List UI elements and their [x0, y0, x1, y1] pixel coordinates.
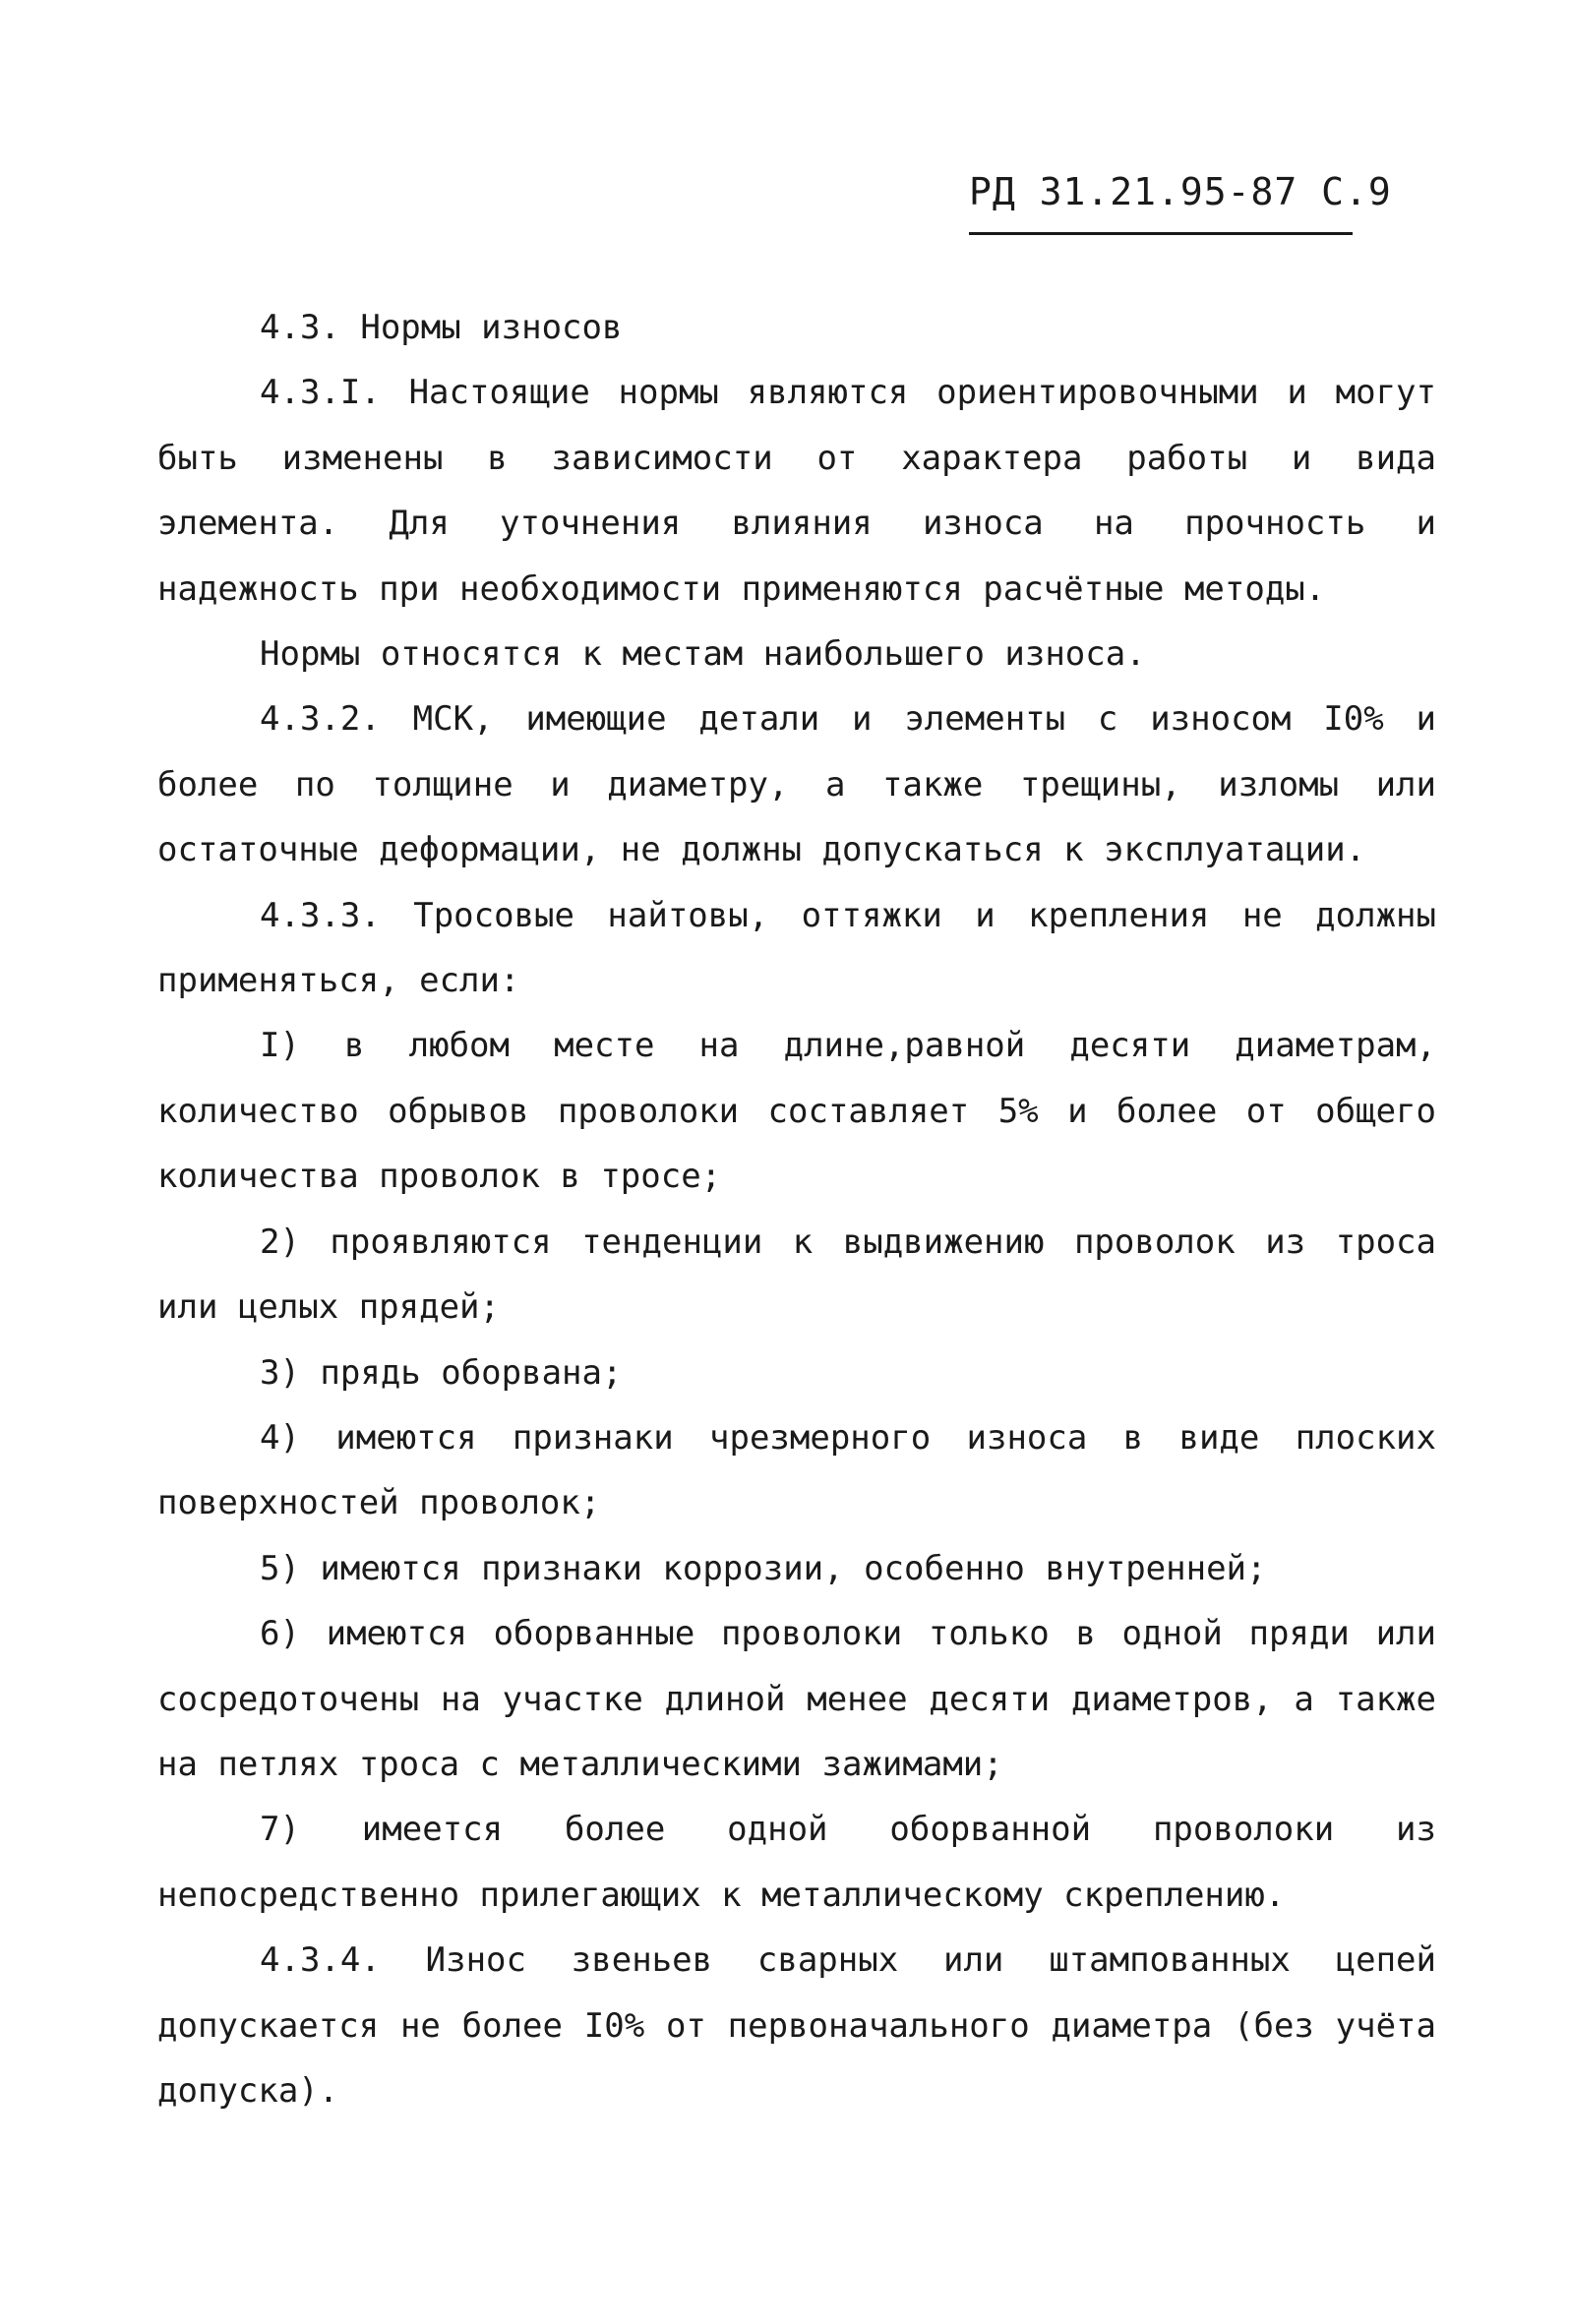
- header-underline: [969, 232, 1353, 235]
- list-item-1: I) в любом месте на длине,равной десяти диаметрам, количество обрывов проволоки составляет 5% и более от общего количества проволок в тросе;: [157, 1026, 1436, 1197]
- paragraph-4-3-4: 4.3.4. Износ звеньев сварных или штампованных цепей допускается не более I0% от первоначального диаметра (без учёта допуска).: [157, 1940, 1436, 2111]
- list-item-4: 4) имеются признаки чрезмерного износа в виде плоских поверхностей проволок;: [157, 1417, 1436, 1523]
- document-body: [157, 295, 1436, 2123]
- list-item-7: 7) имеется более одной оборванной проволоки из непосредственно прилегающих к металлическому скреплению.: [157, 1810, 1436, 1915]
- list-item-2: 2) проявляются тенденции к выдвижению проволок из троса или целых прядей;: [157, 1222, 1436, 1328]
- page-header: [969, 169, 1392, 235]
- paragraph-4-3-1: 4.3.I. Настоящие нормы являются ориентировочными и могут быть изменены в зависимости от характера работы и вида элемента. Для уточнения влияния износа на прочность и надежность при необходимости применяются расчётные методы.: [157, 373, 1436, 609]
- document-code: РД 31.21.95-87 С.9: [969, 170, 1392, 213]
- paragraph-norms: Нормы относятся к местам наибольшего износа.: [260, 634, 1146, 675]
- list-item-6: 6) имеются оборванные проволоки только в одной пряди или сосредоточены на участке длиной менее десяти диаметров, а также на петлях троса с металлическими зажимами;: [157, 1614, 1436, 1784]
- paragraph-4-3-3: 4.3.3. Тросовые найтовы, оттяжки и крепления не должны применяться, если:: [157, 895, 1436, 1001]
- paragraph-4-3-2: 4.3.2. МСК, имеющие детали и элементы с износом I0% и более по толщине и диаметру, а также трещины, изломы или остаточные деформации, не должны допускаться к эксплуатации.: [157, 699, 1436, 870]
- section-title: 4.3. Нормы износов: [260, 308, 623, 347]
- list-item-5: 5) имеются признаки коррозии, особенно внутренней;: [260, 1548, 1267, 1588]
- list-item-3: 3) прядь оборвана;: [260, 1352, 623, 1393]
